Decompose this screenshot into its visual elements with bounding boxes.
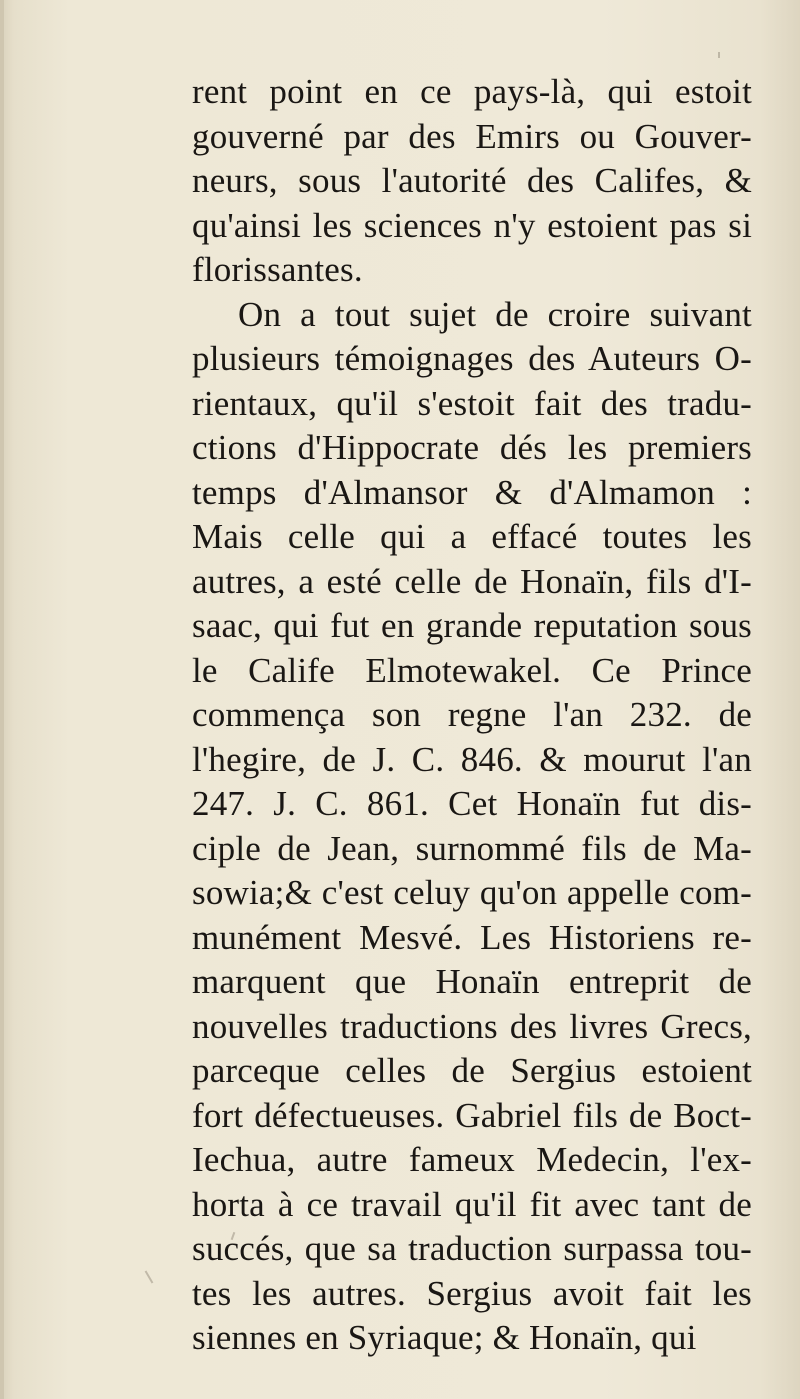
- page-text-block: [192, 70, 752, 1361]
- text-line-26: horta à ce travail qu'il fit avec tant de: [192, 1184, 752, 1224]
- text-line-27: succés, que sa traduction surpassa tou-: [192, 1229, 752, 1268]
- text-line-11: Mais celle qui a effacé toutes les: [192, 517, 752, 556]
- text-line-29: siennes en Syriaque; & Honaïn, qui: [192, 1318, 697, 1357]
- text-line-21: marquent que Honaïn entreprit de: [192, 962, 752, 1001]
- text-line-9: ctions d'Hippocrate dés les premiers: [192, 428, 752, 467]
- text-line-22: nouvelles traductions des livres Grecs,: [192, 1006, 752, 1046]
- paper-speck: [145, 1270, 154, 1283]
- text-line-3: neurs, sous l'autorité des Califes, &: [192, 161, 752, 200]
- text-line-17: 247. J. C. 861. Cet Honaïn fut dis-: [192, 784, 752, 823]
- text-line-6: On a tout sujet de croire suivant: [238, 294, 752, 334]
- text-line-20: munément Mesvé. Les Historiens re-: [192, 917, 752, 957]
- text-line-15: commença son regne l'an 232. de: [192, 695, 752, 734]
- text-line-23: parceque celles de Sergius estoient: [192, 1051, 752, 1090]
- text-line-25: Iechua, autre fameux Medecin, l'ex-: [192, 1140, 752, 1179]
- text-line-14: le Calife Elmotewakel. Ce Prince: [192, 650, 752, 690]
- text-line-1: rent point en ce pays-là, qui estoit: [192, 72, 752, 111]
- text-line-12: autres, a esté celle de Honaïn, fils d'I-: [192, 561, 752, 601]
- text-line-10: temps d'Almansor & d'Almamon :: [192, 472, 752, 512]
- page-gutter-edge: [0, 0, 4, 1399]
- text-line-13: saac, qui fut en grande reputation sous: [192, 606, 752, 645]
- text-line-2: gouverné par des Emirs ou Gouver-: [192, 116, 752, 156]
- text-line-16: l'hegire, de J. C. 846. & mourut l'an: [192, 739, 752, 779]
- text-line-18: ciple de Jean, surnommé fils de Ma-: [192, 828, 752, 868]
- text-line-4: qu'ainsi les sciences n'y estoient pas si: [192, 205, 752, 245]
- paper-speck: [718, 52, 720, 58]
- text-line-28: tes les autres. Sergius avoit fait les: [192, 1273, 752, 1313]
- text-line-8: rientaux, qu'il s'estoit fait des tradu-: [192, 383, 752, 423]
- text-line-24: fort défectueuses. Gabriel fils de Boct-: [192, 1095, 752, 1135]
- text-line-19: sowia;& c'est celuy qu'on appelle com-: [192, 873, 752, 912]
- text-line-7: plusieurs témoignages des Auteurs O-: [192, 339, 752, 378]
- text-line-5: florissantes.: [192, 250, 363, 289]
